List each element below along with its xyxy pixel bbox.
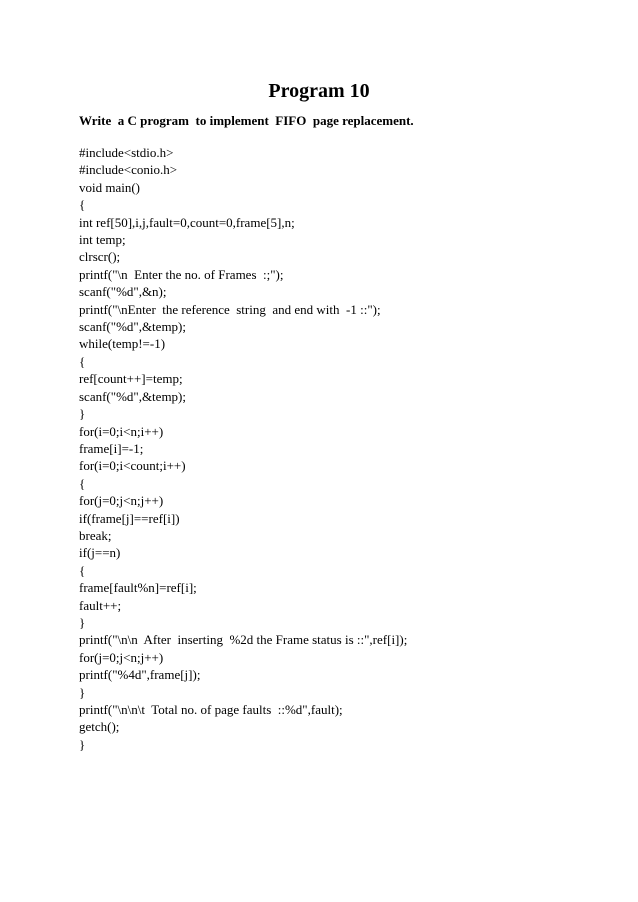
code-line: } xyxy=(79,684,86,700)
code-line: printf("\n\n\t Total no. of page faults ::%d",fault); xyxy=(79,702,343,717)
code-line: #include<stdio.h> xyxy=(79,145,174,160)
code-line: scanf("%d",&temp); xyxy=(79,388,186,404)
code-line: for(i=0;i<n;i++) xyxy=(79,423,164,439)
code-line: ref[count++]=temp; xyxy=(79,371,183,387)
code-line: fault++; xyxy=(79,597,122,613)
code-line: for(i=0;i<count;i++) xyxy=(79,458,186,474)
problem-statement: Write a C program to implement FIFO page replacement. xyxy=(79,113,414,128)
code-line: for(j=0;j<n;j++) xyxy=(79,493,164,509)
code-line: printf("\n\n After inserting %2d the Frame status is ::",ref[i]); xyxy=(79,632,408,648)
code-line: for(j=0;j<n;j++) xyxy=(79,649,164,665)
code-line: printf("%4d",frame[j]); xyxy=(79,667,201,683)
code-line: } xyxy=(79,614,86,630)
code-line: scanf("%d",&temp); xyxy=(79,319,186,335)
code-line: int ref[50],i,j,fault=0,count=0,frame[5],n; xyxy=(79,214,295,230)
code-line: { xyxy=(79,562,86,578)
code-line: } xyxy=(79,406,86,422)
code-line: if(j==n) xyxy=(79,545,121,561)
code-line: break; xyxy=(79,527,112,543)
code-line: if(frame[j]==ref[i]) xyxy=(79,510,180,526)
code-line: clrscr(); xyxy=(79,249,121,265)
page-title: Program 10 xyxy=(268,80,370,102)
code-listing xyxy=(79,144,407,753)
code-line: frame[fault%n]=ref[i]; xyxy=(79,580,197,596)
code-line: { xyxy=(79,353,86,369)
code-line: } xyxy=(79,736,86,752)
code-line: printf("\nEnter the reference string and end with -1 ::"); xyxy=(79,301,381,317)
code-line: #include<conio.h> xyxy=(79,162,178,178)
code-line: while(temp!=-1) xyxy=(79,336,166,352)
code-line: int temp; xyxy=(79,232,126,248)
code-line: printf("\n Enter the no. of Frames :;"); xyxy=(79,266,284,282)
code-line: { xyxy=(79,475,86,491)
code-line: getch(); xyxy=(79,719,120,735)
code-line: { xyxy=(79,197,86,213)
code-line: scanf("%d",&n); xyxy=(79,284,167,300)
code-line: frame[i]=-1; xyxy=(79,440,144,456)
code-line: void main() xyxy=(79,179,141,195)
